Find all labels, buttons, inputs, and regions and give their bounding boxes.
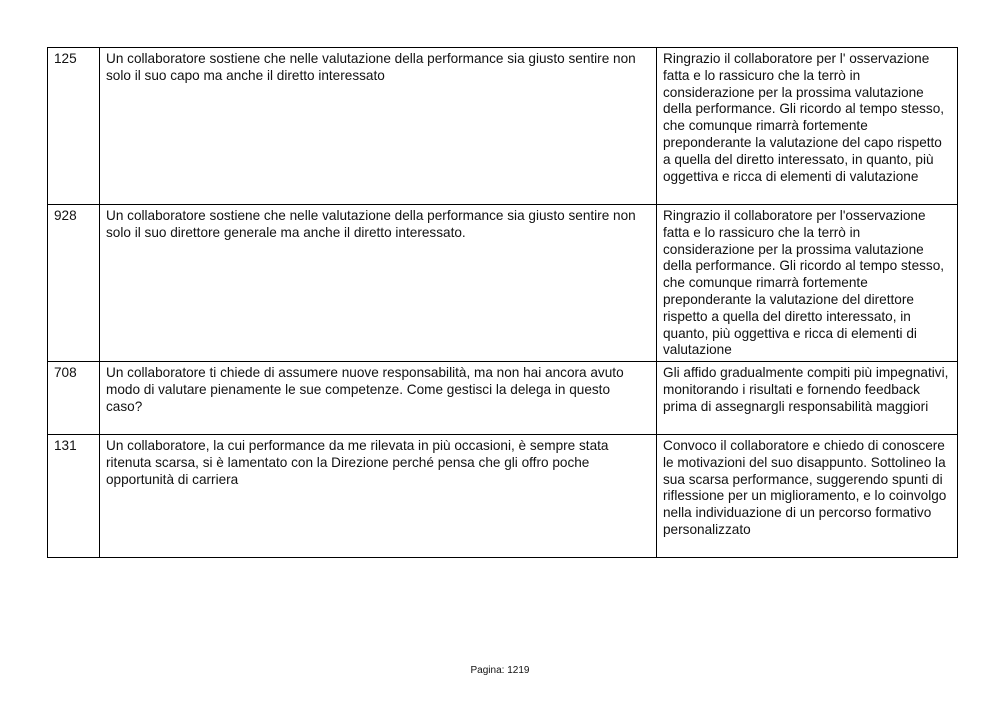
answer-text: Ringrazio il collaboratore per l' osservazione fatta e lo rassicuro che la terrò in considerazione per la prossima valutazione della performance. Gli ricordo al tempo stesso, che comunque rimarrà fortemente preponderante la valutazione del capo rispetto a quella del diretto interessato, in quanto, più oggettiva e ricca di elementi di valutazione [657,48,958,205]
questions-table [47,47,958,558]
table-row [48,48,958,205]
question-id: 708 [48,362,100,435]
table-row [48,205,958,362]
page-number: Pagina: 1219 [470,665,530,676]
question-text: Un collaboratore sostiene che nelle valutazione della performance sia giusto sentire non solo il suo direttore generale ma anche il diretto interessato. [100,205,657,362]
answer-text: Gli affido gradualmente compiti più impegnativi, monitorando i risultati e fornendo feedback prima di assegnargli responsabilità maggiori [657,362,958,435]
answer-text: Convoco il collaboratore e chiedo di conoscere le motivazioni del suo disappunto. Sottolineo la sua scarsa performance, suggerendo spunti di riflessione per un miglioramento, e lo coinvolgo nella individuazione di un percorso formativo personalizzato [657,435,958,558]
table-row [48,435,958,558]
question-text: Un collaboratore ti chiede di assumere nuove responsabilità, ma non hai ancora avuto modo di valutare pienamente le sue competenze. Come gestisci la delega in questo caso? [100,362,657,435]
question-id: 131 [48,435,100,558]
table-row [48,362,958,435]
answer-text: Ringrazio il collaboratore per l'osservazione fatta e lo rassicuro che la terrò in considerazione per la prossima valutazione della performance. Gli ricordo al tempo stesso, che comunque rimarrà fortemente preponderante la valutazione del direttore rispetto a quella del diretto interessato, in quanto, più oggettiva e ricca di elementi di valutazione [657,205,958,362]
question-id: 928 [48,205,100,362]
question-id: 125 [48,48,100,205]
question-text: Un collaboratore sostiene che nelle valutazione della performance sia giusto sentire non solo il suo capo ma anche il diretto interessato [100,48,657,205]
question-text: Un collaboratore, la cui performance da me rilevata in più occasioni, è sempre stata ritenuta scarsa, si è lamentato con la Direzione perché pensa che gli offro poche opportunità di carriera [100,435,657,558]
